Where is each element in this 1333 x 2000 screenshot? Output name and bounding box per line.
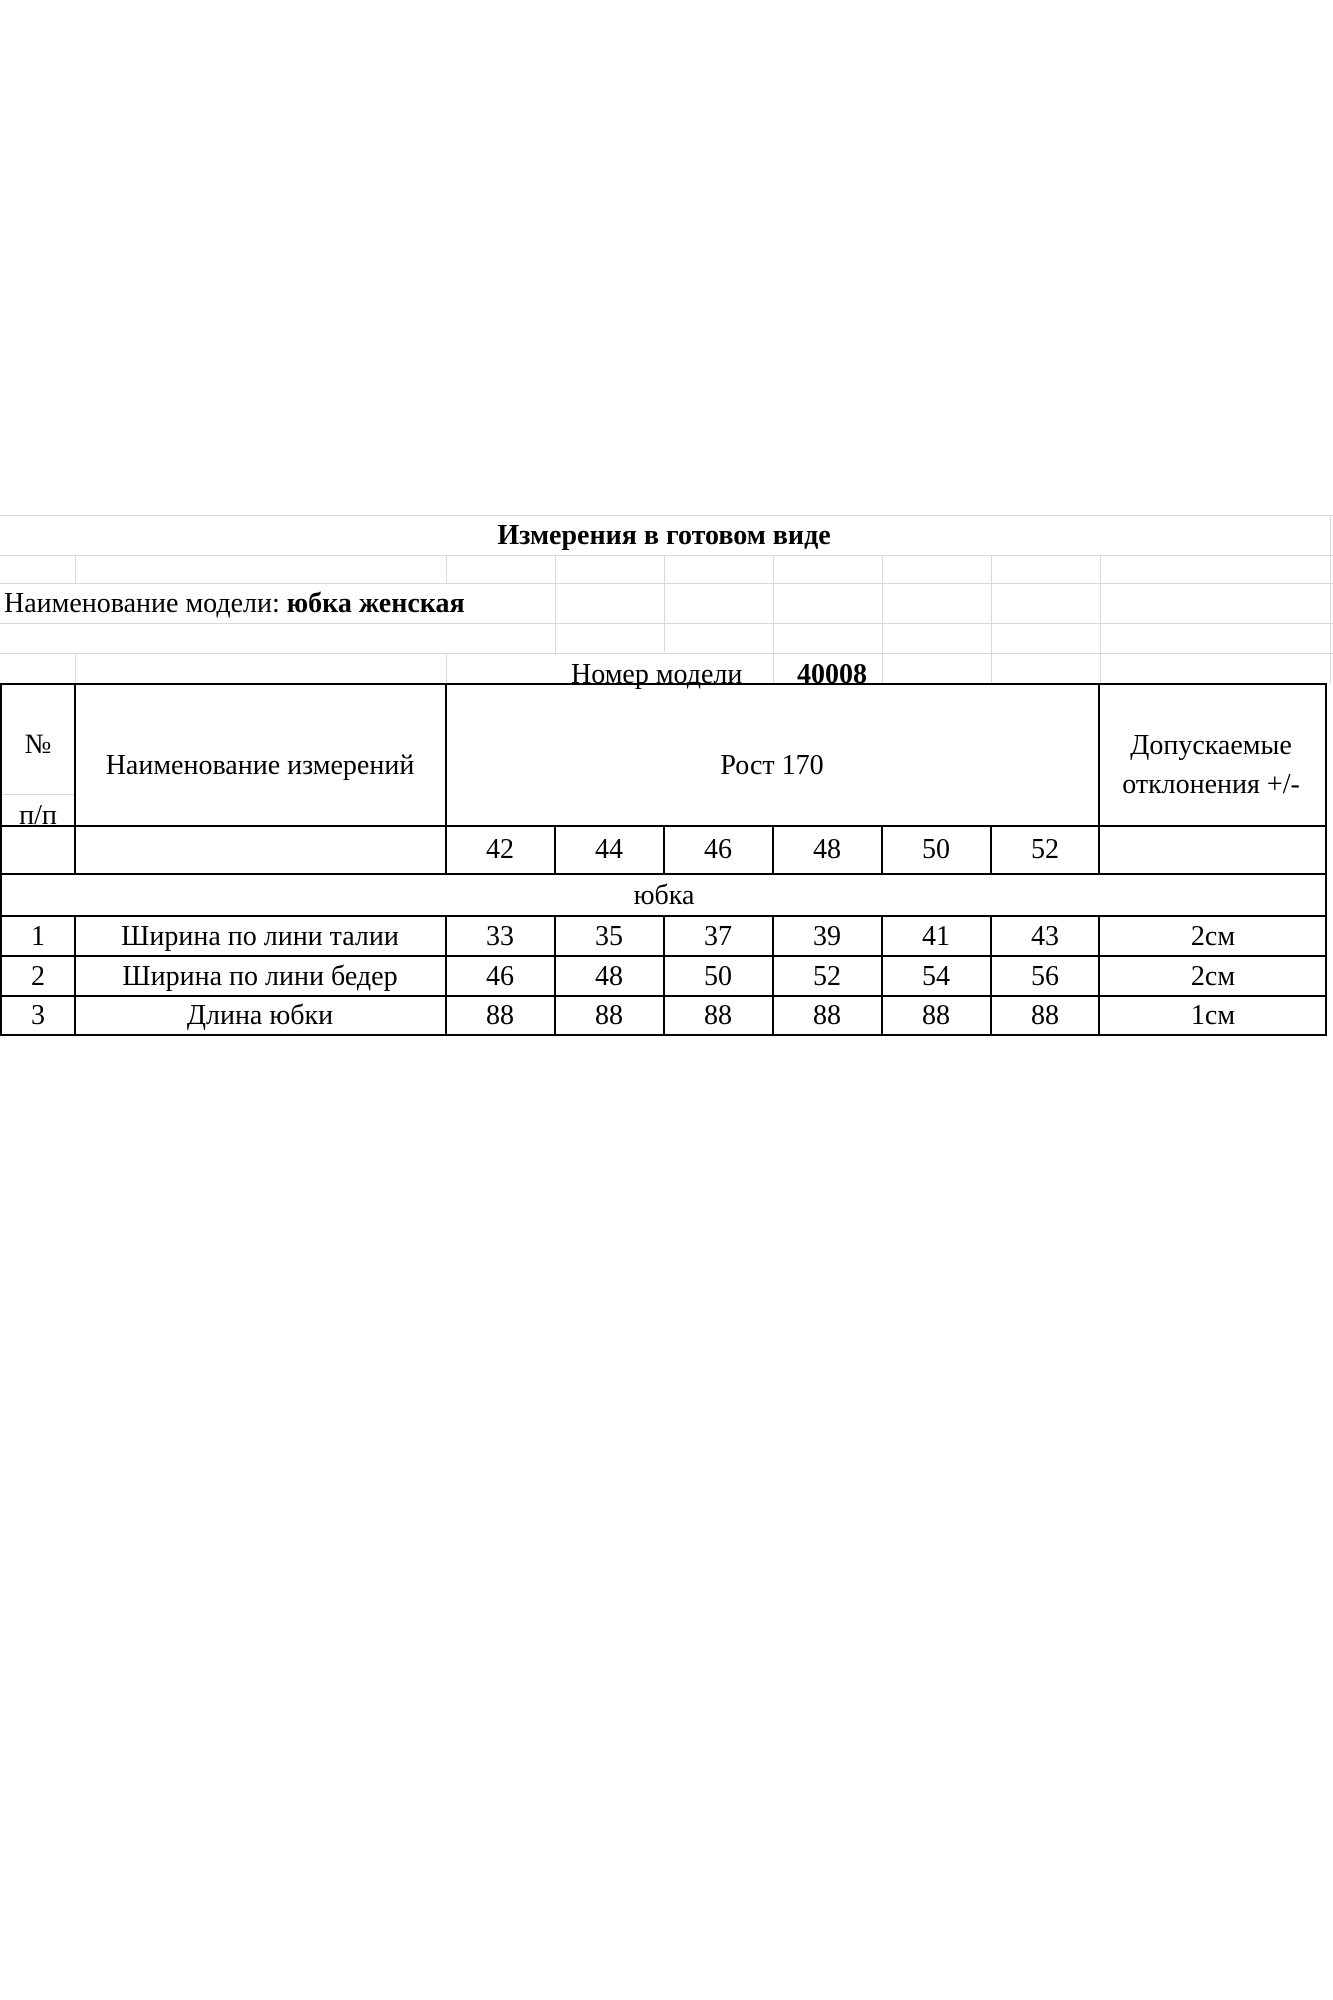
gridline [0,794,75,795]
measurement-sheet [0,515,1333,1037]
section-title: юбка [633,880,695,911]
table-border [772,825,774,873]
gridline [0,623,1333,624]
size-header: 42 [486,834,514,865]
table-border [663,915,665,1036]
model-name-line [4,590,465,618]
gridline [664,555,665,653]
row-value: 88 [922,1000,950,1031]
table-border [74,683,76,873]
header-height: Рост 170 [720,750,824,781]
table-border [445,683,447,873]
gridline [75,653,76,683]
row-value: 56 [1031,961,1059,992]
table-border [881,915,883,1036]
size-header: 46 [704,834,732,865]
row-value: 35 [595,921,623,952]
page-title: Измерения в готовом виде [497,520,831,551]
table-border [990,915,992,1036]
row-value: 88 [1031,1000,1059,1031]
header-number: № [24,729,52,760]
table-border [663,825,665,873]
gridline [773,555,774,653]
row-number: 1 [31,921,45,952]
row-value: 88 [704,1000,732,1031]
gridline [882,555,883,683]
gridline [1330,515,1331,683]
size-header: 50 [922,834,950,865]
gridline [0,555,1333,556]
row-value: 54 [922,961,950,992]
table-border [445,915,447,1036]
table-border [1325,683,1327,1036]
table-border [1098,683,1100,873]
row-value: 88 [486,1000,514,1031]
row-value: 41 [922,921,950,952]
row-number: 2 [31,961,45,992]
table-border [0,873,1327,875]
table-border [990,825,992,873]
model-name-value: юбка женская [286,588,465,619]
size-header: 48 [813,834,841,865]
gridline [75,555,76,583]
size-header: 44 [595,834,623,865]
table-border [554,825,556,873]
gridline [773,653,774,683]
gridline [446,555,447,583]
row-value: 52 [813,961,841,992]
header-tolerance-sub: отклонения +/- [1122,769,1300,800]
gridline [0,583,1333,584]
gridline [1100,555,1101,683]
gridline [446,653,447,683]
row-tolerance: 1см [1190,1000,1236,1031]
row-value: 88 [595,1000,623,1031]
size-header: 52 [1031,834,1059,865]
model-number-label: Номер модели [571,659,743,690]
gridline [0,515,1333,516]
header-number-sub: п/п [19,800,57,831]
row-number: 3 [31,1000,45,1031]
row-measurement-name: Длина юбки [186,1000,334,1031]
row-tolerance: 2см [1190,921,1236,952]
row-measurement-name: Ширина по лини талии [121,921,399,952]
gridline [0,653,1333,654]
table-border [554,915,556,1036]
gridline [991,555,992,683]
table-border [881,825,883,873]
table-border [1098,915,1100,1036]
row-value: 39 [813,921,841,952]
table-border [772,915,774,1036]
row-value: 37 [704,921,732,952]
gridline [555,555,556,653]
row-value: 33 [486,921,514,952]
model-number-value: 40008 [797,659,867,690]
model-name-label: Наименование модели: [4,588,280,619]
row-value: 43 [1031,921,1059,952]
row-value: 48 [595,961,623,992]
table-border [74,915,76,1036]
row-tolerance: 2см [1190,961,1236,992]
row-value: 88 [813,1000,841,1031]
header-tolerance: Допускаемые [1130,730,1292,761]
header-measurement-name: Наименование измерений [105,750,415,781]
table-border [0,683,2,1036]
row-measurement-name: Ширина по лини бедер [122,961,398,992]
row-value: 46 [486,961,514,992]
row-value: 50 [704,961,732,992]
